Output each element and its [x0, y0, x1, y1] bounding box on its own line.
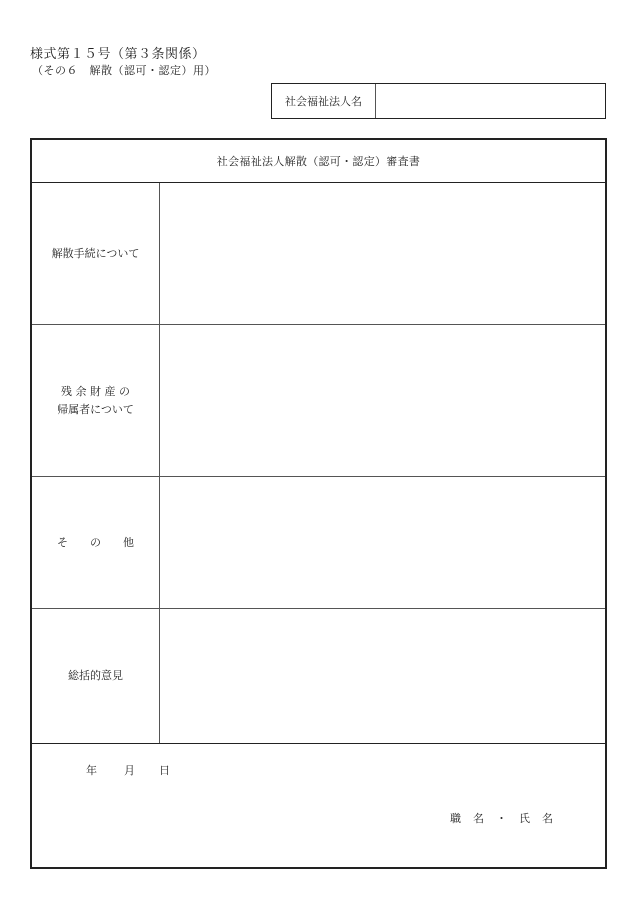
corporation-name-box [271, 83, 606, 119]
review-form-table [30, 138, 607, 869]
residual-assets-field[interactable] [160, 325, 605, 476]
signature-footer [32, 744, 605, 867]
date-month-label: 月 [124, 764, 135, 777]
table-row-other [32, 477, 605, 609]
signer-title-name-label: 職名・氏名 [450, 812, 565, 825]
form-subtitle: （その６ 解散（認可・認定）用） [32, 64, 216, 77]
row-label-other: そ の 他 [32, 477, 160, 608]
table-row-residual-assets [32, 325, 605, 477]
date-day-label: 日 [159, 764, 170, 777]
row-label-overall-opinion: 総括的意見 [32, 609, 160, 743]
date-year-label: 年 [86, 764, 97, 777]
overall-opinion-field[interactable] [160, 609, 605, 743]
table-row-overall-opinion [32, 609, 605, 744]
row-label-residual-assets-line1: 残 余 財 産 の [61, 384, 130, 398]
form-title: 社会福祉法人解散（認可・認定）審査書 [32, 140, 605, 183]
corporation-name-field[interactable] [376, 84, 605, 118]
row-label-dissolution-procedure: 解散手続について [32, 183, 160, 324]
corporation-name-label: 社会福祉法人名 [272, 84, 376, 118]
dissolution-procedure-field[interactable] [160, 183, 605, 324]
table-row-dissolution-procedure [32, 183, 605, 325]
row-label-residual-assets [32, 325, 160, 476]
form-number: 様式第１５号（第３条関係） [30, 47, 206, 62]
other-field[interactable] [160, 477, 605, 608]
row-label-residual-assets-line2: 帰属者について [57, 402, 134, 416]
